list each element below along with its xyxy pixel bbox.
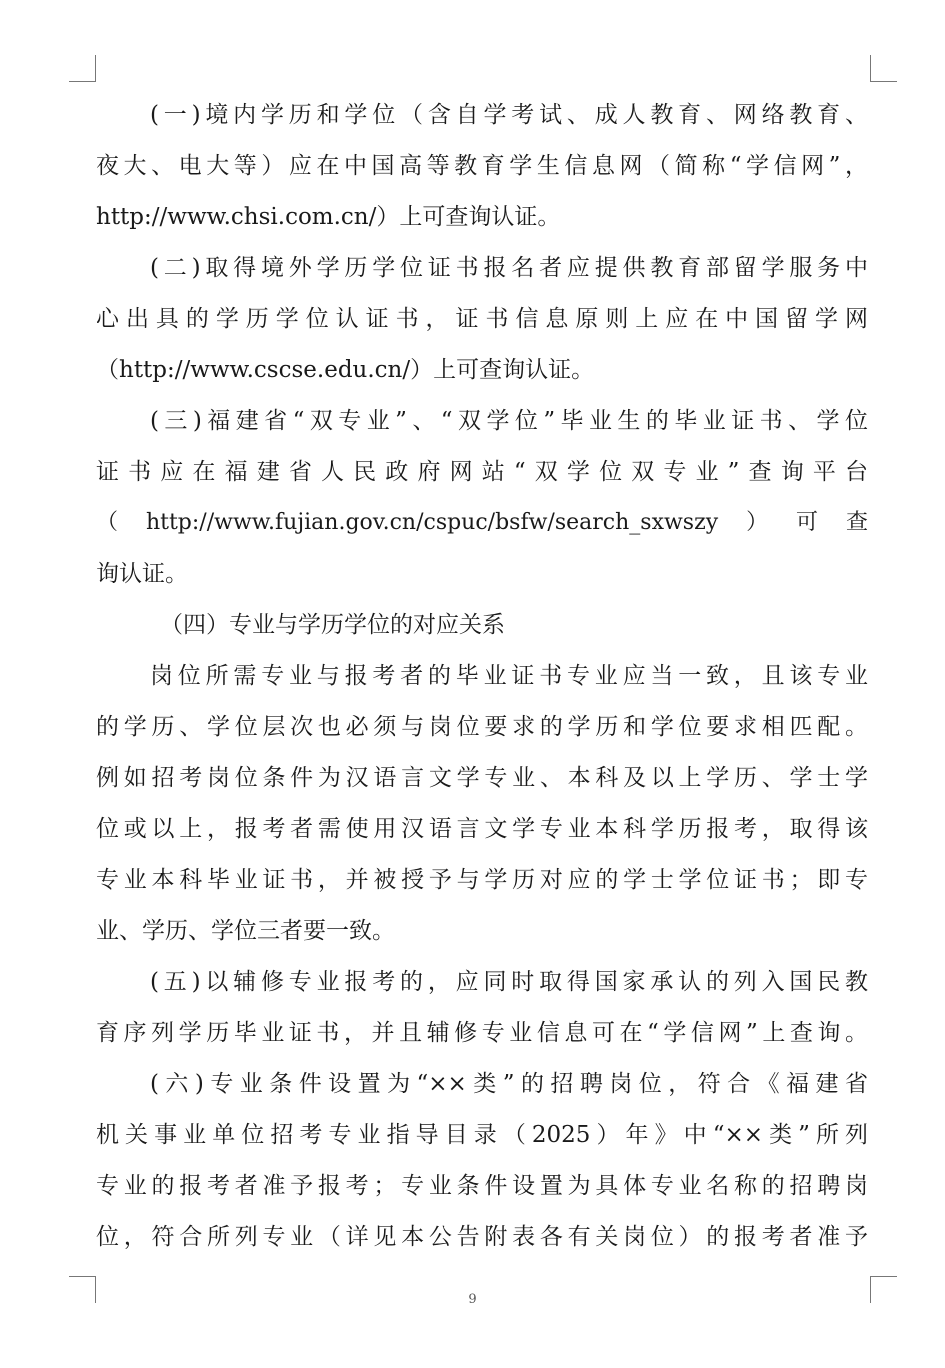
corner-mark-top-left (69, 55, 96, 82)
text-line: 证书应在福建省人民政府网站“双学位双专业”查询平台 (96, 459, 868, 485)
text-line: 例如招考岗位条件为汉语言文学专业、本科及以上学历、学士学 (96, 765, 868, 791)
text-line: (一)境内学历和学位（含自学考试、成人教育、网络教育、 (150, 102, 868, 128)
text-line: 位或以上，报考者需使用汉语言文学专业本科学历报考，取得该 (96, 816, 868, 842)
text-line: (二)取得境外学历学位证书报名者应提供教育部留学服务中 (150, 255, 868, 281)
text-line: 专业的报考者准予报考；专业条件设置为具体专业名称的招聘岗 (96, 1173, 868, 1199)
text-line: 心出具的学历学位认证书，证书信息原则上应在中国留学网 (96, 306, 868, 332)
text-line: 育序列学历毕业证书，并且辅修专业信息可在“学信网”上查询。 (96, 1020, 868, 1046)
text-line: 夜大、电大等）应在中国高等教育学生信息网（简称“学信网”， (96, 153, 868, 179)
text-line: 岗位所需专业与报考者的毕业证书专业应当一致，且该专业 (150, 663, 868, 689)
text-line: (五)以辅修专业报考的，应同时取得国家承认的列入国民教 (150, 969, 868, 995)
text-line: 专业本科毕业证书，并被授予与学历对应的学士学位证书；即专 (96, 867, 868, 893)
text-line: （http://www.cscse.edu.cn/）上可查询认证。 (96, 357, 595, 383)
text-line: 业、学历、学位三者要一致。 (96, 918, 395, 944)
text-line: (六)专业条件设置为“××类”的招聘岗位，符合《福建省 (150, 1071, 868, 1097)
text-line: (三)福建省“双专业”、“双学位”毕业生的毕业证书、学位 (150, 408, 868, 434)
text-line: 位，符合所列专业（详见本公告附表各有关岗位）的报考者准予 (96, 1224, 868, 1250)
text-line: 询认证。 (96, 561, 188, 587)
text-line: http://www.chsi.com.cn/）上可查询认证。 (96, 204, 561, 230)
page-number: 9 (468, 1292, 477, 1307)
section-heading: （四）专业与学历学位的对应关系 (160, 612, 505, 638)
text-line: 的学历、学位层次也必须与岗位要求的学历和学位要求相匹配。 (96, 714, 868, 740)
corner-mark-top-right (870, 55, 897, 82)
text-line: 机关事业单位招考专业指导目录（2025）年》中“××类”所列 (96, 1122, 868, 1148)
text-line: （http://www.fujian.gov.cn/cspuc/bsfw/search_sxwszy）可查 (96, 510, 868, 535)
